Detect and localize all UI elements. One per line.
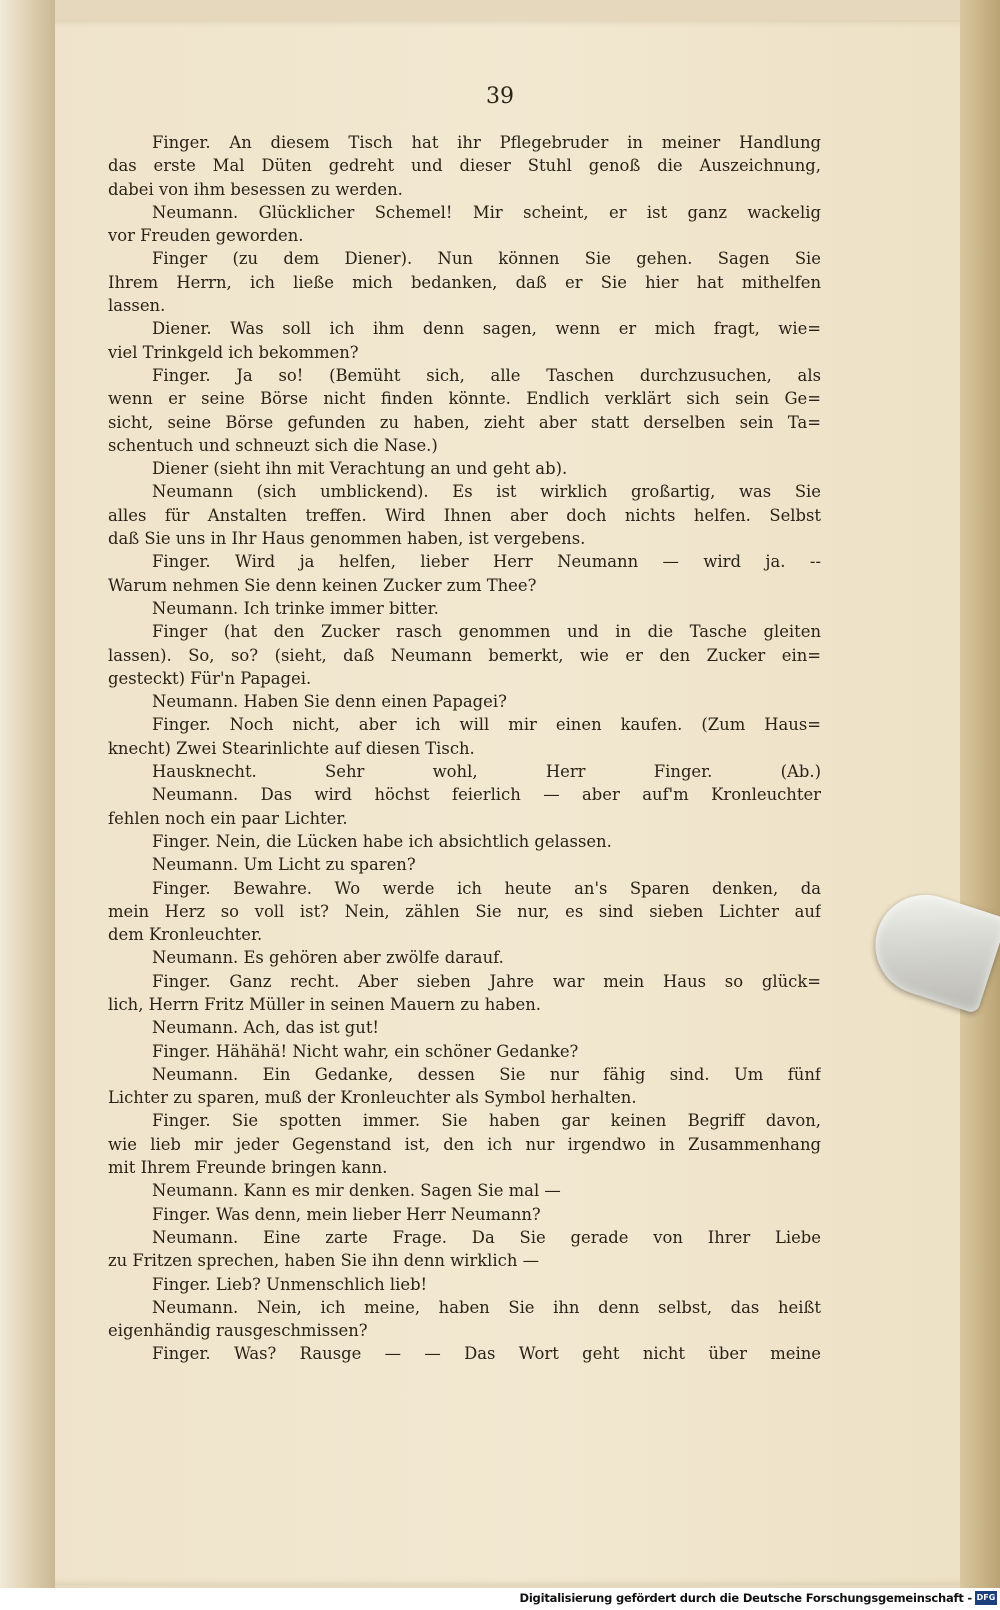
- text-line: Neumann. Das wird höchst feierlich — aber auf'm Kronleuchter: [152, 785, 821, 805]
- text-line: Finger. An diesem Tisch hat ihr Pflegebruder in meiner Handlung: [152, 133, 821, 152]
- text-line: daß Sie uns in Ihr Haus genommen haben, ist vergebens.: [108, 529, 586, 549]
- text-line: Finger. Bewahre. Wo werde ich heute an's Sparen denken, da: [152, 878, 821, 898]
- text-line: Finger. Wird ja helfen, lieber Herr Neumann — wird ja. --: [152, 552, 821, 572]
- text-line: Finger (hat den Zucker rasch genommen und in die Tasche gleiten: [152, 622, 821, 642]
- text-line: Warum nehmen Sie denn keinen Zucker zum Thee?: [108, 575, 537, 595]
- text-line: alles für Anstalten treffen. Wird Ihnen aber doch nichts helfen. Selbst: [108, 505, 821, 525]
- text-line: dabei von ihm besessen zu werden.: [108, 179, 403, 199]
- text-line: mein Herz so voll ist? Nein, zählen Sie nur, es sind sieben Lichter auf: [108, 901, 821, 921]
- text-line: Neumann. Ach, das ist gut!: [152, 1018, 379, 1038]
- text-line: dem Kronleuchter.: [108, 925, 263, 945]
- text-line: lassen). So, so? (sieht, daß Neumann bemerkt, wie er den Zucker ein=: [108, 645, 821, 665]
- text-line: Finger. Hähähä! Nicht wahr, ein schöner Gedanke?: [152, 1041, 579, 1061]
- text-line: Finger. Lieb? Unmenschlich lieb!: [152, 1274, 428, 1294]
- text-line: Diener. Was soll ich ihm denn sagen, wenn er mich fragt, wie=: [152, 319, 821, 339]
- text-line: Neumann. Glücklicher Schemel! Mir scheint, er ist ganz wackelig: [152, 202, 821, 222]
- text-line: viel Trinkgeld ich bekommen?: [108, 342, 359, 362]
- text-line: eigenhändig rausgeschmissen?: [108, 1321, 368, 1341]
- text-line: das erste Mal Düten gedreht und dieser Stuhl genoß die Auszeichnung,: [108, 156, 821, 176]
- text-line: knecht) Zwei Stearinlichte auf diesen Tisch.: [108, 738, 475, 758]
- text-line: fehlen noch ein paar Lichter.: [108, 808, 348, 828]
- text-line: vor Freuden geworden.: [108, 226, 304, 246]
- text-line: Finger. Was denn, mein lieber Herr Neumann?: [152, 1204, 541, 1224]
- text-line: gesteckt) Für'n Papagei.: [108, 668, 312, 688]
- text-line: Ihrem Herrn, ich ließe mich bedanken, daß er Sie hier hat mithelfen: [108, 272, 821, 292]
- text-line: mit Ihrem Freunde bringen kann.: [108, 1158, 388, 1178]
- text-line: Neumann. Nein, ich meine, haben Sie ihn denn selbst, das heißt: [152, 1297, 821, 1317]
- text-line: Neumann (sich umblickend). Es ist wirklich großartig, was Sie: [152, 482, 821, 502]
- text-line: Finger. Noch nicht, aber ich will mir einen kaufen. (Zum Haus=: [152, 715, 821, 735]
- text-line: Finger. Ja so! (Bemüht sich, alle Taschen durchzusuchen, als: [152, 365, 821, 385]
- footer-credit: Digitalisierung gefördert durch die Deutsche Forschungsgemeinschaft -: [519, 1591, 972, 1605]
- text-line: Finger. Sie spotten immer. Sie haben gar keinen Begriff davon,: [152, 1111, 821, 1131]
- text-line: Diener (sieht ihn mit Verachtung an und geht ab).: [152, 459, 568, 479]
- page-text: [108, 131, 821, 1366]
- text-line: Neumann. Ein Gedanke, dessen Sie nur fähig sind. Um fünf: [152, 1064, 821, 1084]
- text-line: schentuch und schneuzt sich die Nase.): [108, 435, 438, 455]
- text-line: Finger (zu dem Diener). Nun können Sie gehen. Sagen Sie: [152, 249, 821, 269]
- text-line: sicht, seine Börse gefunden zu haben, zieht aber statt derselben sein Ta=: [108, 412, 821, 432]
- page-number: 39: [486, 84, 514, 109]
- previous-page-edge: [0, 0, 55, 1610]
- text-line: Neumann. Ich trinke immer bitter.: [152, 598, 439, 618]
- book-spine-edge: [960, 0, 1000, 1610]
- text-line: Hausknecht. Sehr wohl, Herr Finger. (Ab.): [152, 762, 821, 782]
- text-line: Neumann. Haben Sie denn einen Papagei?: [152, 692, 507, 712]
- text-line: lich, Herrn Fritz Müller in seinen Mauern zu haben.: [108, 994, 542, 1014]
- dfg-logo: DFG: [975, 1591, 997, 1605]
- text-line: Lichter zu sparen, muß der Kronleuchter als Symbol herhalten.: [108, 1088, 637, 1108]
- text-line: Neumann. Kann es mir denken. Sagen Sie mal —: [152, 1181, 561, 1201]
- text-line: Neumann. Es gehören aber zwölfe darauf.: [152, 948, 504, 968]
- text-line: Finger. Nein, die Lücken habe ich absichtlich gelassen.: [152, 831, 612, 851]
- text-line: zu Fritzen sprechen, haben Sie ihn denn wirklich —: [108, 1251, 539, 1271]
- text-line: wie lieb mir jeder Gegenstand ist, den ich nur irgendwo in Zusammenhang: [108, 1134, 821, 1154]
- text-line: wenn er seine Börse nicht finden könnte. Endlich verklärt sich sein Ge=: [108, 389, 821, 409]
- text-line: Neumann. Um Licht zu sparen?: [152, 855, 416, 875]
- text-line: Finger. Was? Rausge — — Das Wort geht nicht über meine: [152, 1344, 821, 1364]
- text-line: Neumann. Eine zarte Frage. Da Sie gerade von Ihrer Liebe: [152, 1227, 821, 1247]
- footer-bar: [0, 1588, 1000, 1610]
- text-line: Finger. Ganz recht. Aber sieben Jahre war mein Haus so glück=: [152, 971, 821, 991]
- text-line: lassen.: [108, 296, 166, 316]
